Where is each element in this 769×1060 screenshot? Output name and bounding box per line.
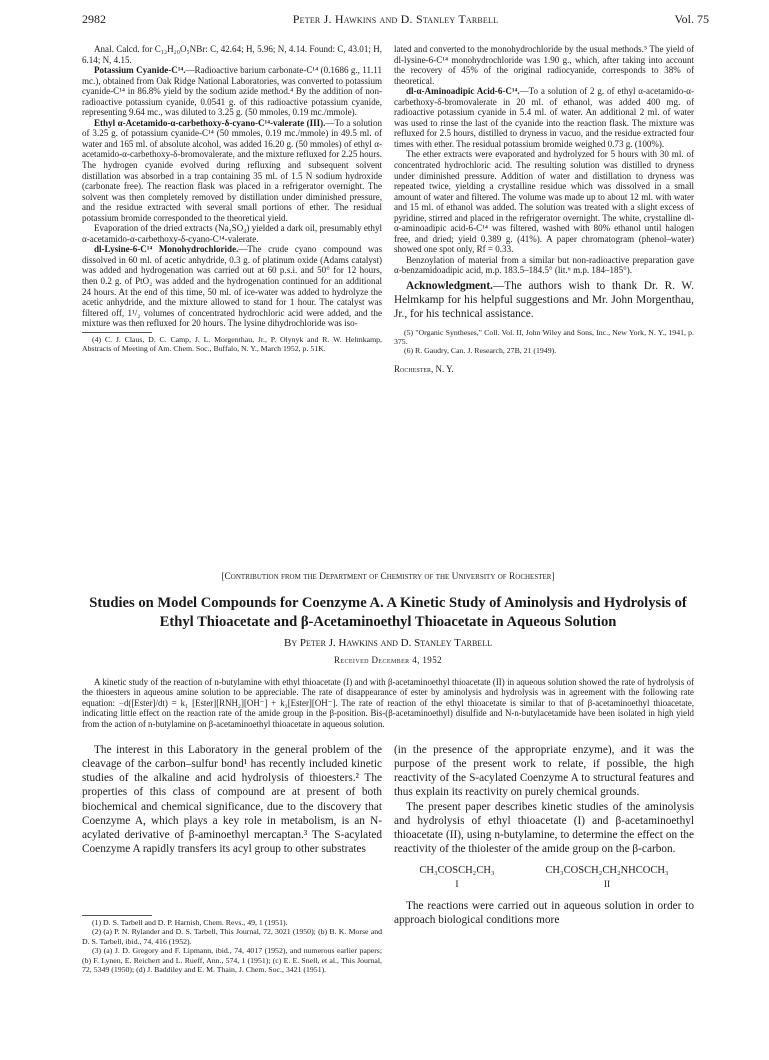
- aminoadipic-text: —To a solution of 2 g. of ethyl α-acetamido-α-carbethoxy-δ-bromovalerate in 20 ml. of ethanol, was added 400 mg. of radioactive potassium cyanide in 5.4 ml. of water. An additional 2 ml. of water was used to rinse the last of the cyanide into the reaction flask. The mixture was refluxed for 2.5 hours, distilled to dryness in vacuo, and the residue extracted four times with ether. The residual potassium bromide weighed 0.73 g. (100%).: [394, 86, 694, 149]
- affiliation-location: Rochester, N. Y.: [394, 363, 454, 374]
- ester-heading: Ethyl α-Acetamido-α-carbethoxy-δ-cyano-C¹⁴-valerate (III).: [94, 117, 326, 128]
- intro-paragraph-1: The interest in this Laboratory in the general problem of the cleavage of the carbon–sulfur bond¹ has recently included kinetic studies of the alkaline and acid hydrolysis of thioesters.² The properties of this class of compound are at present of both biochemical and chemical significance, due to the discovery that Coenzyme A, which plays a key role in metabolism, is an N-acylated derivative of β-aminoethyl mercaptan.³ The S-acylated Coenzyme A rapidly transfers its acyl group to other substrates: [82, 744, 382, 856]
- volume-label: Vol. 75: [674, 12, 709, 26]
- abstract: A kinetic study of the reaction of n-butylamine with ethyl thioacetate (I) and with β-acetaminoethyl thioacetate (II) in aqueous solution showed the rate of hydrolysis of the thioesters in aqueous amine solution to be appreciable. The rate of disappearance of ester by aminolysis and hydrolysis was in agreement with the following rate equation: −d([Ester]/dt) = k₁ [Ester][RNH₂][OH⁻] + k₂[Ester][OH⁻]. The rate of reaction of the ethyl thioacetate is similar to that of β-acetaminoethyl thioacetate, indicating little effect on the reaction rate of the amide group in the β-position. Bis-(β-acetaminoethyl) disulfide and N-n-butylacetamide have been isolated in high yield from the action of n-butylamine on β-acetaminoethyl thioacetate in aqueous solution.: [82, 677, 694, 729]
- compound-2-formula: CH₃COSCH₂CH₂NHCOCH₃: [545, 865, 669, 877]
- intro-column-left: [82, 743, 382, 856]
- intro-paragraph-3: The reactions were carried out in aqueous solution in order to approach biological conditions more: [394, 899, 694, 926]
- lysine-continuation: lated and converted to the monohydrochloride by the usual methods.⁵ The yield of dl-lysine-6-C¹⁴ monohydrochloride was 1.90 g., which, after taking into account the recovery of 45% of the original radiocyanide, corresponds to 38% of theoretical.: [394, 44, 694, 86]
- compound-formulas: [394, 864, 694, 892]
- ester-text: —To a solution of 3.25 g. of potassium cyanide-C¹⁴ (50 mmoles, 0.19 mc./mmole) in 49.5 ml. of water and 165 ml. of absolute alcohol, was added 16.20 g. (50 mmoles) of ethyl α-acetamido-α-carbethoxy-δ-bromovalerate, and the mixture refluxed for 2.25 hours. The hydrogen cyanide evolved during refluxing and subsequent solvent distillation was absorbed in a trap containing 35 ml. of 1.5 N sodium hydroxide (carbonate free). The reaction flask was placed in a refrigerator overnight. The solvent was then completely removed by distillation under diminished pressure, and the residue extracted with several small portions of ether. The residual potassium bromide corresponded to the theoretical yield.: [82, 117, 382, 223]
- intro-continuation: (in the presence of the appropriate enzyme), and it was the purpose of the present work to relate, if possible, the high reactivity of the S-acylated Coenzyme A to structural features and thus explain its reactivity on purely chemical grounds.: [394, 744, 694, 799]
- page-number: 2982: [82, 12, 106, 26]
- compound-2: [545, 864, 668, 892]
- compound-1: [419, 864, 494, 892]
- received-date: Received December 4, 1952: [334, 655, 442, 665]
- footnotes-bottom-left: [82, 912, 382, 974]
- compound-2-label: II: [603, 880, 611, 891]
- contribution-line: [Contribution from the Department of Chemistry of the University of Rochester]: [221, 572, 555, 582]
- evaporation-paragraph: Evaporation of the dried extracts (Na₂SO₄) yielded a dark oil, presumably ethyl α-acetamido-α-carbethoxy-δ-cyano-C¹⁴-valerate.: [82, 223, 382, 244]
- compound-1-label: I: [455, 880, 459, 891]
- footnotes-top-left: [82, 335, 382, 354]
- article-title: Studies on Model Compounds for Coenzyme A. A Kinetic Study of Aminolysis and Hydrolysis of Ethyl Thioacetate and β-Acetaminoethyl Thioacetate in Aqueous Solution: [89, 595, 687, 631]
- footnote-5: (5) "Organic Syntheses," Coll. Vol. II, John Wiley and Sons, Inc., New York, N. Y., 1941, p. 375.: [394, 327, 694, 347]
- analysis-paragraph: Anal. Calcd. for C₁₂H₂₀O₅NBr: C, 42.64; H, 5.96; N, 4.14. Found: C, 43.01; H, 6.14; N, 4.15.: [82, 44, 382, 65]
- kcn-text: —Radioactive barium carbonate-C¹⁴ (0.1686 g., 11.11 mc.), obtained from Oak Ridge National Laboratories, was converted to potassium cyanide-C¹⁴ in 86.8% yield by the sodium azide method.⁴ By the addition of non-radioactive potassium cyanide, 0.0541 g. of this radioactive potassium cyanide, representing 9.64 mc., was diluted to 3.25 g. (50 mmoles, 0.19 mc./mmole).: [82, 65, 382, 118]
- running-head: [82, 12, 709, 28]
- footnote-2: (2) (a) P. N. Rylander and D. S. Tarbell, This Journal, 72, 3021 (1950); (b) B. K. Morse and D. S. Tarbell, ibid., 74, 416 (1952).: [82, 927, 382, 946]
- kcn-paragraph: [82, 65, 382, 118]
- lysine-text: —The crude cyano compound was dissolved in 60 ml. of acetic anhydride, 0.3 g. of platinum oxide (Adams catalyst) was added and hydrogenation was carried out at 60 p.s.i. and 50° for 12 hours, then 0.2 g. of PtO₂ was added and the hydrogenation continued for an additional 24 hours. At the end of this time, 50 ml. of ice-water was added to hydrolyze the acetic anhydride, and the mixture allowed to stand for 1 hour. The catalyst was filtered off, 1¹/₂ volumes of concentrated hydrochloric acid were added, and the mixture was then refluxed for 20 hours. The lysine dihydrochloride was iso-: [82, 244, 382, 329]
- acknowledgment-text: —The authors wish to thank Dr. R. W. Helmkamp for his helpful suggestions and Mr. John Morgenthau, Jr., for his technical assistance.: [394, 280, 694, 321]
- experimental-column-right: [394, 44, 694, 374]
- lysine-paragraph: [82, 244, 382, 328]
- footnote-divider-bottom: [82, 915, 152, 916]
- acknowledgment-paragraph: [394, 279, 694, 322]
- kcn-heading: Potassium Cyanide-C¹⁴.: [94, 65, 186, 76]
- footnote-divider: [82, 332, 152, 333]
- compound-1-formula: CH₃COSCH₂CH₃: [419, 865, 495, 877]
- aminoadipic-heading: dl-α-Aminoadipic Acid-6-C¹⁴.: [406, 86, 520, 97]
- article-byline: By Peter J. Hawkins and D. Stanley Tarbell: [284, 637, 492, 649]
- intro-paragraph-2: The present paper describes kinetic studies of the aminolysis and hydrolysis of ethyl thioacetate (I) and β-acetaminoethyl thioacetate (II), using n-butylamine, to determine the effect on the reactivity of the thiolester of the amide group on the β-carbon.: [394, 800, 694, 856]
- footnote-1: (1) D. S. Tarbell and D. P. Harnish, Chem. Revs., 49, 1 (1951).: [92, 918, 288, 927]
- benzoylation-paragraph: Benzoylation of material from a similar but non-radioactive preparation gave α-benzamidoadipic acid, m.p. 183.5–184.5° (lit.⁶ m.p. 184–185°).: [394, 254, 694, 276]
- footnote-6: (6) R. Gaudry, Can. J. Research, 27B, 21 (1949).: [404, 346, 557, 356]
- ether-paragraph: The ether extracts were evaporated and hydrolyzed for 5 hours with 30 ml. of concentrated hydrochloric acid. The resulting solution was distilled to dryness under diminished pressure. Addition of water and distillation to dryness was repeated twice, yielding a crystalline residue which was dissolved in a small amount of water and filtered. The volume was made up to about 12 ml. with water and 15 ml. of ethanol was added. The solution was treated with a slight excess of pyridine, stirred and placed in the refrigerator overnight. The white, crystalline dl-α-aminoadipic acid-6-C¹⁴ was filtered, washed with 80% ethanol until halogen free, and dried; yield 0.389 g. (41%). A paper chromatogram (phenol–water) showed one spot only, Rf = 0.33.: [394, 149, 694, 255]
- experimental-column-left: [82, 44, 382, 354]
- footnote-4: (4) C. J. Claus, D. C. Camp, J. L. Morgenthau, Jr., P. Olynyk and R. W. Helmkamp, Abstracts of Meeting of Am. Chem. Soc., Buffalo, N. Y., March 1952, p. 51K.: [82, 334, 382, 354]
- ester-paragraph: [82, 118, 382, 223]
- footnotes-top-right: [394, 328, 694, 356]
- running-head-authors: Peter J. Hawkins and D. Stanley Tarbell: [292, 12, 499, 26]
- footnote-3: (3) (a) J. D. Gregory and F. Lipmann, ibid., 74, 4017 (1952), and numerous earlier papers; (b) F. Lynen, E. Reichert and L. Rueff, Ann., 574, 1 (1951); (c) E. E. Snell, et al., This Journal, 72, 5349 (1950); (d) J. Baddiley and E. M. Thain, J. Chem. Soc., 3421 (1951).: [82, 946, 382, 975]
- lysine-heading: dl-Lysine-6-C¹⁴ Monohydrochloride.: [94, 244, 239, 255]
- acknowledgment-heading: Acknowledgment.: [406, 280, 493, 293]
- intro-column-right: [394, 743, 694, 927]
- aminoadipic-paragraph: [394, 86, 694, 149]
